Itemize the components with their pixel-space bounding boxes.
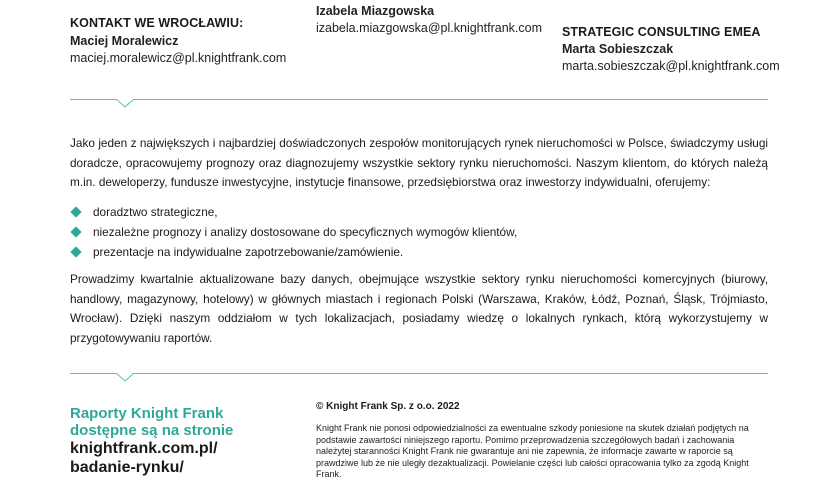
reports-promo — [70, 405, 233, 477]
diamond-bullet-icon — [70, 206, 81, 217]
contact-name-wroclaw: Maciej Moralewicz — [70, 34, 179, 48]
contact-email-wroclaw[interactable]: maciej.moralewicz@pl.knightfrank.com — [70, 51, 287, 65]
contact-heading-wroclaw: KONTAKT WE WROCŁAWIU: — [70, 16, 244, 30]
promo-line-2: dostępne są na stronie — [70, 422, 234, 439]
diamond-bullet-icon — [70, 226, 81, 237]
divider-notch-top — [116, 99, 134, 108]
diamond-bullet-icon — [70, 246, 81, 257]
promo-link-1[interactable]: knightfrank.com.pl/ — [70, 440, 218, 457]
promo-line-1: Raporty Knight Frank — [70, 405, 224, 422]
list-item: niezależne prognozy i analizy dostosowane do specyficznych wymogów klientów, — [70, 222, 517, 242]
intro-paragraph: Jako jeden z największych i najbardziej doświadczonych zespołów monitorujących rynek nieruchomości w Polsce, świadczymy usługi doradcze, opracowujemy prognozy oraz diagnozujemy wszystkie sektory rynku nieruchomości. Naszym klientom, do których należą m.in. deweloperzy, fundusze inwestycyjne, instytucje finansowe, przedsiębiorstwa oraz inwestorzy indywidualni, oferujemy: — [70, 136, 768, 189]
services-list — [70, 202, 517, 262]
promo-link-2[interactable]: badanie-rynku/ — [70, 459, 184, 476]
list-item: doradztwo strategiczne, — [70, 202, 517, 222]
contact-email-middle[interactable]: izabela.miazgowska@pl.knightfrank.com — [316, 21, 542, 35]
divider-bottom — [70, 373, 768, 374]
contact-heading-emea: STRATEGIC CONSULTING EMEA — [562, 25, 761, 39]
contact-name-middle: Izabela Miazgowska — [316, 4, 435, 18]
disclaimer: Knight Frank nie ponosi odpowiedzialności za ewentualne szkody poniesione na skutek działań podjętych na podstawie zawartości niniejszego raportu. Pomimo przeprowadzenia szczegółowych badań i zachowania należytej staranności Knight Frank nie gwarantuje ani nie zapewnia, że informacje zawarte w raporcie są prawdziwe lub że nie uległy dezaktualizacji. Powielanie części lub całości opracowania tylko za zgodą Knight Frank. — [316, 423, 749, 479]
divider-notch-bottom — [116, 373, 134, 382]
contact-email-emea[interactable]: marta.sobieszczak@pl.knightfrank.com — [562, 59, 780, 73]
outro-paragraph: Prowadzimy kwartalnie aktualizowane bazy danych, obejmujące wszystkie sektory rynku nieruchomości komercyjnych (biurowy, handlowy, magazynowy, hotelowy) w głównych miastach i regionach Polski (Warszawa, Kraków, Łódź, Poznań, Śląsk, Trójmiasto, Wrocław). Dzięki naszym oddziałom w tych lokalizacjach, posiadamy wiedzę o lokalnych rynkach, którą wykorzystujemy w przygotowywaniu raportów. — [70, 272, 768, 345]
copyright: © Knight Frank Sp. z o.o. 2022 — [316, 401, 460, 412]
contact-name-emea: Marta Sobieszczak — [562, 42, 674, 56]
list-item: prezentacje na indywidualne zapotrzebowanie/zamówienie. — [70, 242, 517, 262]
divider-top — [70, 99, 768, 100]
